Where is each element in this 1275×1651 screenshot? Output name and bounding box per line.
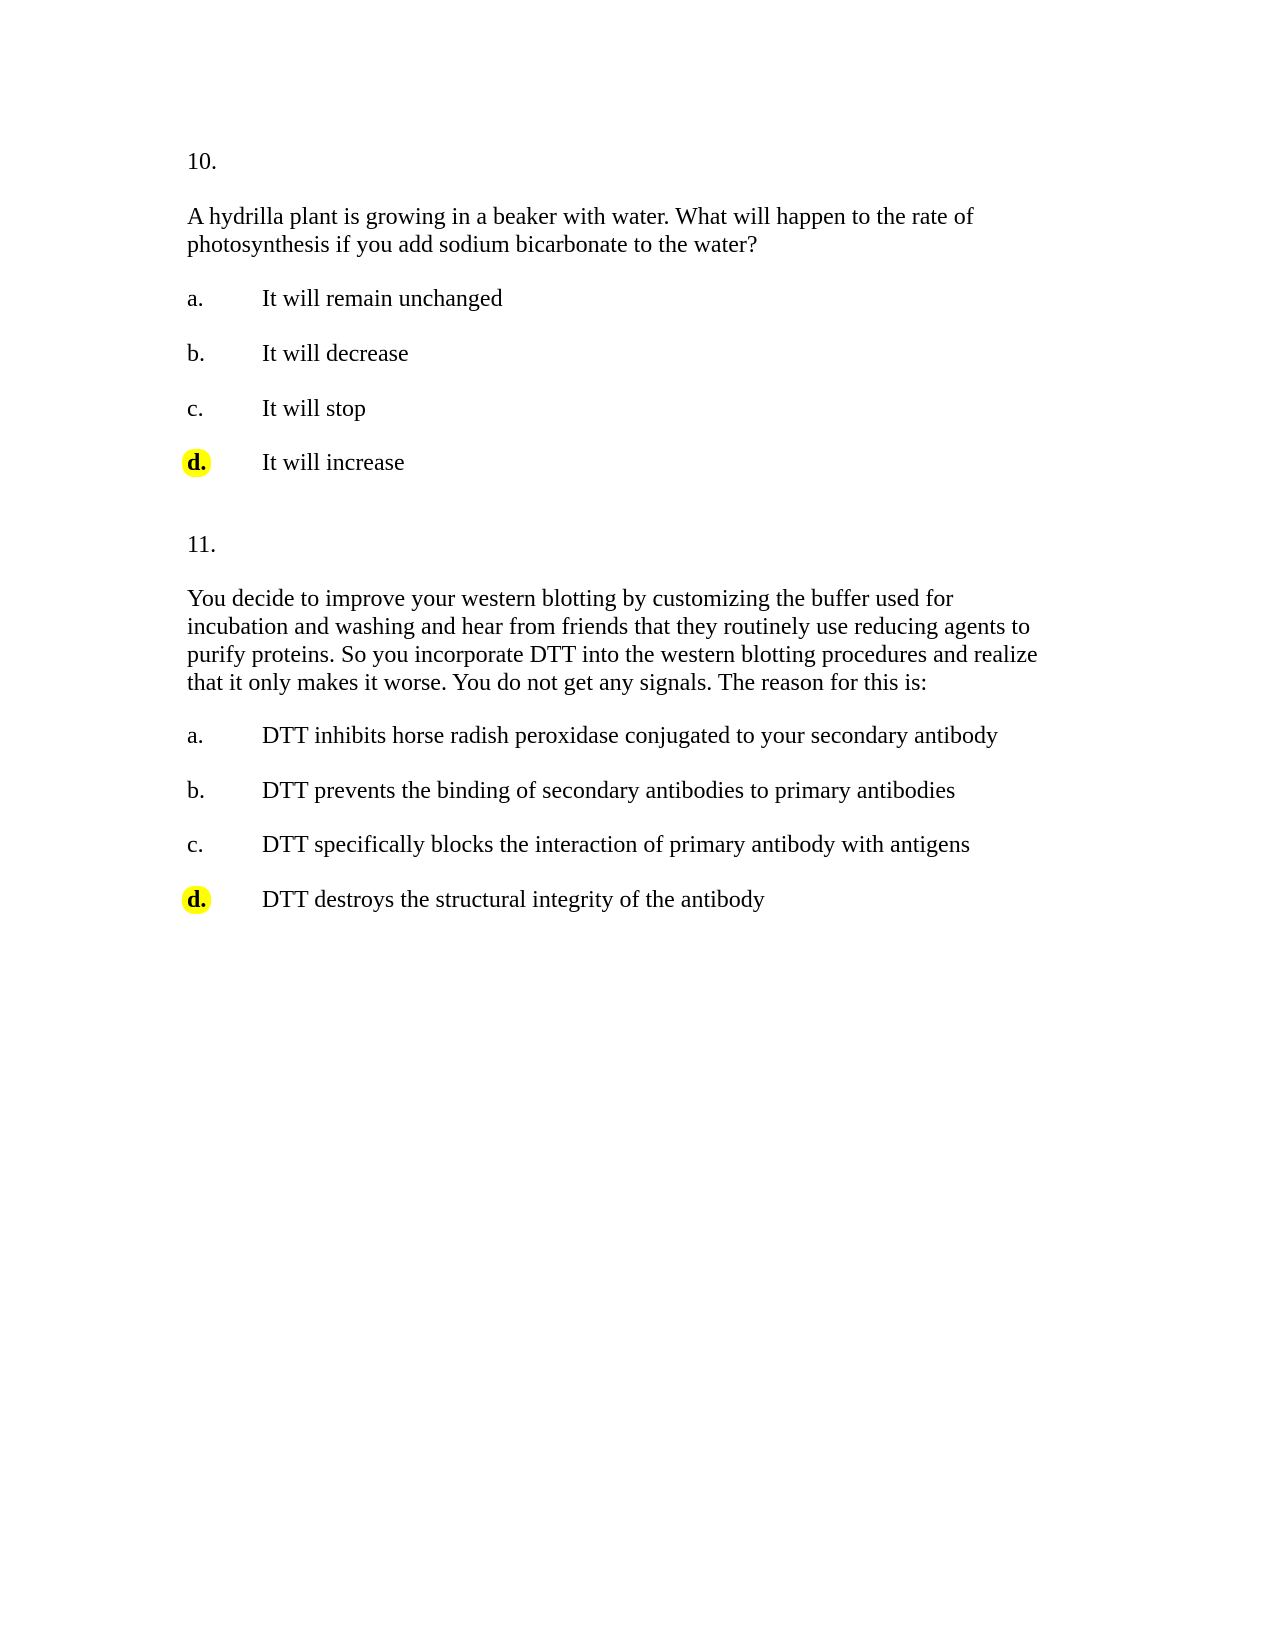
option-text: It will increase	[262, 450, 405, 476]
option-letter: c.	[187, 832, 204, 858]
question-stem	[187, 585, 1087, 697]
option-text: It will remain unchanged	[262, 286, 503, 312]
stem-line: purify proteins. So you incorporate DTT into the western blotting procedures and realize	[187, 642, 1038, 668]
option-text: DTT specifically blocks the interaction of primary antibody with antigens	[262, 832, 971, 858]
option-text: It will decrease	[262, 341, 409, 367]
question-number: 11.	[187, 532, 217, 558]
option-letter: c.	[187, 396, 204, 422]
stem-line: photosynthesis if you add sodium bicarbonate to the water?	[187, 232, 758, 258]
option-text: DTT destroys the structural integrity of the antibody	[262, 887, 765, 913]
stem-line: You decide to improve your western blotting by customizing the buffer used for	[187, 586, 954, 612]
option-letter: b.	[187, 778, 205, 804]
option-letter: a.	[187, 723, 204, 749]
stem-line: A hydrilla plant is growing in a beaker with water. What will happen to the rate of	[187, 204, 974, 230]
question-stem	[187, 203, 1087, 259]
option-letter: a.	[187, 286, 204, 312]
stem-line: incubation and washing and hear from friends that they routinely use reducing agents to	[187, 614, 1031, 640]
option-letter: b.	[187, 341, 205, 367]
question-number: 10.	[187, 149, 217, 175]
stem-line: that it only makes it worse. You do not get any signals. The reason for this is:	[187, 670, 928, 696]
highlighted-answer-letter: d.	[182, 449, 211, 477]
option-text: DTT inhibits horse radish peroxidase conjugated to your secondary antibody	[262, 723, 999, 749]
option-text: DTT prevents the binding of secondary antibodies to primary antibodies	[262, 778, 956, 804]
highlighted-answer-letter: d.	[182, 886, 211, 914]
option-text: It will stop	[262, 396, 367, 422]
